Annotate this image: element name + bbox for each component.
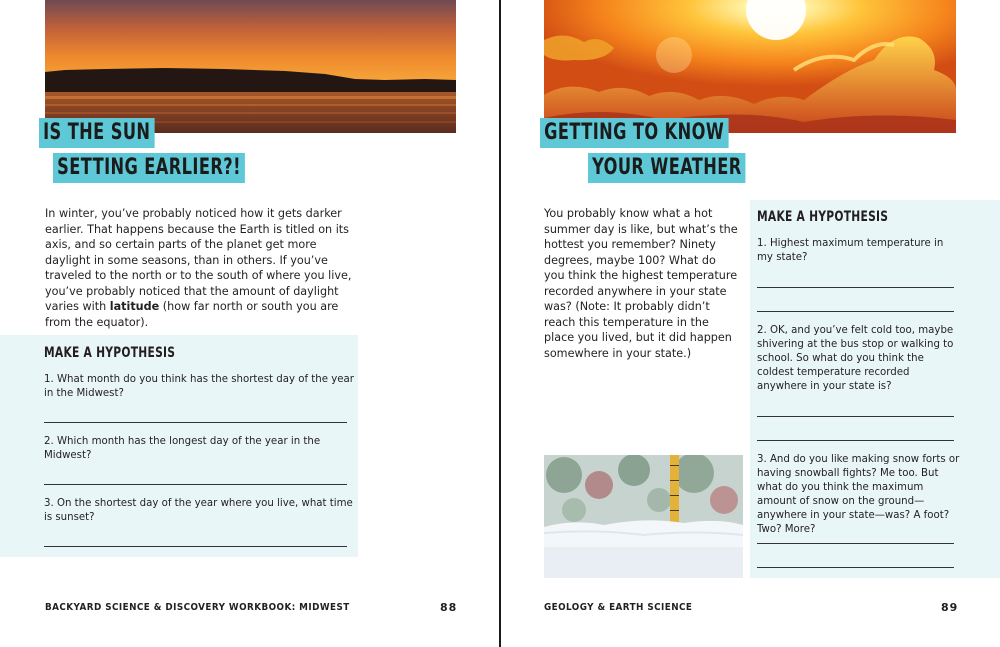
latitude-term: latitude bbox=[109, 300, 160, 313]
hypothesis-question-2: 2. OK, and you’ve felt cold too, maybe shivering at the bus stop or walking to school. So what do you think the coldest temperature recorded anywhere in your state is? bbox=[757, 325, 954, 392]
page-number: 88 bbox=[440, 601, 458, 614]
hypothesis-question-3: 3. On the shortest day of the year where you live, what time is sunset? bbox=[44, 498, 353, 523]
hypothesis-question-1: 1. What month do you think has the shortest day of the year in the Midwest? bbox=[44, 374, 354, 399]
page-number: 89 bbox=[941, 601, 959, 614]
running-footer: GEOLOGY & EARTH SCIENCE bbox=[544, 602, 693, 613]
running-footer: BACKYARD SCIENCE & DISCOVERY WORKBOOK: MIDWEST bbox=[45, 602, 350, 613]
right-page bbox=[501, 0, 1000, 647]
answer-line-3[interactable] bbox=[44, 546, 347, 547]
answer-line-2a[interactable] bbox=[757, 416, 954, 417]
hypothesis-box bbox=[0, 335, 358, 557]
answer-line-1a[interactable] bbox=[757, 287, 954, 288]
hypothesis-heading: MAKE A HYPOTHESIS bbox=[757, 209, 889, 225]
answer-line-3b[interactable] bbox=[757, 567, 954, 568]
left-page bbox=[0, 0, 499, 647]
answer-line-1[interactable] bbox=[44, 422, 347, 423]
hypothesis-heading: MAKE A HYPOTHESIS bbox=[44, 345, 176, 361]
page-title-line1: GETTING TO KNOW bbox=[540, 118, 728, 148]
hypothesis-question-1: 1. Highest maximum temperature in my state? bbox=[757, 238, 944, 263]
answer-line-2[interactable] bbox=[44, 484, 347, 485]
hypothesis-question-2: 2. Which month has the longest day of the year in the Midwest? bbox=[44, 436, 321, 461]
answer-line-3a[interactable] bbox=[757, 543, 954, 544]
intro-paragraph: In winter, you’ve probably noticed how it gets darker earlier. That happens because the Earth is titled on its axis, and so certain parts of the planet get more daylight in some seasons, than in others. If you’ve traveled to the north or to the south of where you live, you’ve probably noticed that the amount of daylight varies with latitude (how far north or south you are from the equator). bbox=[45, 207, 352, 329]
sunset-lake-photo bbox=[45, 0, 456, 133]
page-title-line2: YOUR WEATHER bbox=[588, 153, 746, 183]
hypothesis-box bbox=[750, 200, 1000, 578]
intro-paragraph: You probably know what a hot summer day is like, but what’s the hottest you remember? Ninety degrees, maybe 100? What do you think the highest temperature recorded anywhere in your state was? (Note: It probably didn’t reach this temperature in the place you lived, but it did happen somewhere in your state.) bbox=[544, 207, 738, 360]
answer-line-1b[interactable] bbox=[757, 311, 954, 312]
answer-line-2b[interactable] bbox=[757, 440, 954, 441]
page-title-line2: SETTING EARLIER?! bbox=[53, 153, 245, 183]
sun-clouds-photo bbox=[544, 0, 956, 133]
page-title-line1: IS THE SUN bbox=[39, 118, 155, 148]
snow-ruler-photo bbox=[544, 455, 743, 578]
hypothesis-question-3: 3. And do you like making snow forts or having snowball fights? Me too. But what do you think the maximum amount of snow on the ground—anywhere in your state—was? A foot? Two? More? bbox=[757, 454, 960, 535]
